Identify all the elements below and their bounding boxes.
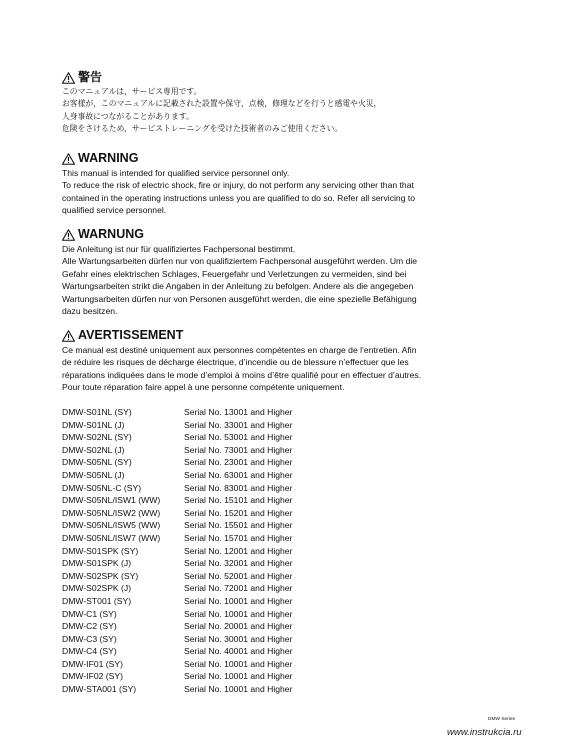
model-name: DMW-S02SPK (SY): [62, 570, 139, 581]
body-line: qualified service personnel.: [62, 205, 167, 216]
warning-triangle-icon: [62, 72, 75, 84]
model-serial: Serial No. 13001 and Higher: [184, 407, 293, 417]
model-row: [62, 507, 362, 520]
model-name: DMW-S01NL (SY): [62, 407, 132, 417]
model-name: DMW-S02SPK (J): [62, 583, 132, 594]
model-serial: Serial No. 53001 and Higher: [184, 432, 293, 443]
section-heading: [62, 227, 522, 242]
section-heading: [62, 328, 522, 343]
warning-section-japanese: [62, 70, 522, 136]
body-line: 人身事故につながることがあります。: [62, 111, 194, 121]
body-line: Die Anleitung ist nur für qualifiziertes Fachpersonal bestimmt.: [62, 244, 296, 254]
body-line: このマニュアルは，サービス専用です。: [62, 87, 202, 96]
model-name: DMW-S02NL (J): [62, 444, 125, 455]
model-row: [62, 683, 362, 696]
section-heading: [62, 70, 522, 85]
warning-triangle-icon: [62, 330, 75, 342]
model-row: [62, 545, 362, 558]
warning-triangle-icon: [62, 229, 75, 241]
model-row: [62, 482, 362, 495]
model-serial: Serial No. 83001 and Higher: [184, 482, 293, 493]
model-row: [62, 658, 362, 671]
model-name: DMW-C3 (SY): [62, 633, 117, 644]
model-serial: Serial No. 15701 and Higher: [184, 532, 293, 543]
model-row: [62, 444, 362, 457]
warning-triangle-icon: [62, 153, 75, 165]
model-name: DMW-S01SPK (SY): [62, 545, 139, 556]
model-serial: Serial No. 15201 and Higher: [184, 507, 293, 518]
model-row: [62, 494, 362, 507]
model-row: [62, 582, 362, 595]
model-serial: Serial No. 10001 and Higher: [184, 684, 293, 695]
model-row: [62, 620, 362, 633]
body-line: Gefahr eines elektrischen Schlages, Feuergefahr und Verletzungen zu vermeiden, sind bei: [62, 268, 407, 279]
model-row: [62, 608, 362, 621]
model-name: DMW-S05NL/ISW2 (WW): [62, 507, 161, 518]
model-name: DMW-S01SPK (J): [62, 558, 132, 569]
model-name: DMW-IF02 (SY): [62, 671, 123, 682]
model-serial: Serial No. 10001 and Higher: [184, 595, 293, 606]
model-serial: Serial No. 23001 and Higher: [184, 457, 293, 468]
model-row: [62, 419, 362, 432]
model-serial: Serial No. 15101 and Higher: [184, 495, 293, 506]
model-row: [62, 645, 362, 658]
section-title: WARNUNG: [78, 227, 144, 241]
body-line: To reduce the risk of electric shock, fire or injury, do not perform any servicing other than that: [62, 180, 414, 191]
model-row: [62, 406, 362, 419]
model-name: DMW-STA001 (SY): [62, 684, 137, 695]
model-row: [62, 532, 362, 545]
watermark-text: www.instrukcia.ru: [447, 727, 522, 738]
warning-section-english: [62, 151, 522, 217]
body-line: dazu besitzen.: [62, 306, 118, 317]
model-name: DMW-C2 (SY): [62, 621, 117, 632]
model-row: [62, 469, 362, 482]
body-line: de réduire les risques de décharge électrique, d’incendie ou de blessure n’effectuer que les: [62, 357, 409, 368]
model-serial: Serial No. 40001 and Higher: [184, 646, 293, 657]
model-row: [62, 431, 362, 444]
model-serial: Serial No. 10001 and Higher: [184, 671, 293, 682]
model-serial-list: [62, 406, 362, 696]
model-name: DMW-ST001 (SY): [62, 595, 132, 606]
model-serial: Serial No. 15501 and Higher: [184, 520, 293, 531]
model-name: DMW-S05NL-C (SY): [62, 482, 142, 493]
body-line: Pour toute réparation faire appel à une personne compétente uniquement.: [62, 382, 345, 393]
model-name: DMW-S05NL (SY): [62, 457, 132, 468]
model-serial: Serial No. 73001 and Higher: [184, 444, 293, 455]
model-row: [62, 519, 362, 532]
body-line: 危険をさけるため，サービストレーニングを受けた技術者のみご使用ください。: [62, 124, 343, 134]
model-serial: Serial No. 10001 and Higher: [184, 608, 293, 619]
model-name: DMW-S02NL (SY): [62, 432, 132, 443]
model-row: [62, 633, 362, 646]
model-name: DMW-S05NL/ISW7 (WW): [62, 532, 161, 543]
model-serial: Serial No. 72001 and Higher: [184, 583, 293, 594]
model-serial: Serial No. 33001 and Higher: [184, 419, 293, 430]
model-row: [62, 456, 362, 469]
warning-section-german: [62, 227, 522, 317]
model-serial: Serial No. 10001 and Higher: [184, 658, 293, 669]
model-name: DMW-S05NL/ISW1 (WW): [62, 495, 161, 506]
model-name: DMW-S01NL (J): [62, 419, 125, 430]
model-name: DMW-C4 (SY): [62, 646, 117, 657]
model-name: DMW-S05NL/ISW5 (WW): [62, 520, 161, 531]
model-serial: Serial No. 30001 and Higher: [184, 633, 293, 644]
section-heading: [62, 151, 522, 166]
body-line: お客様が，このマニュアルに記載された設置や保守，点検，修理などを行うと感電や火災，: [62, 99, 382, 109]
body-line: Ce manual est destiné uniquement aux personnes compétentes en charge de l’entretien. Afin: [62, 345, 417, 355]
model-serial: Serial No. 52001 and Higher: [184, 570, 293, 581]
model-name: DMW-S05NL (J): [62, 469, 125, 480]
series-label: DMW Series: [488, 717, 515, 722]
model-row: [62, 570, 362, 583]
body-line: réparations indiquées dans le mode d’emploi à moins d’être qualifié pour en effectuer d’autres.: [62, 369, 422, 380]
section-title: WARNING: [78, 151, 139, 165]
body-line: Alle Wartungsarbeiten dürfen nur von qualifiziertem Fachpersonal ausgeführt werden. Um die: [62, 256, 418, 267]
body-line: This manual is intended for qualified service personnel only.: [62, 168, 290, 178]
model-name: DMW-C1 (SY): [62, 608, 117, 619]
section-title: 警告: [78, 70, 103, 84]
body-line: contained in the operating instructions unless you are qualified to do so. Refer all servicing to: [62, 192, 416, 203]
model-name: DMW-IF01 (SY): [62, 658, 123, 669]
model-serial: Serial No. 63001 and Higher: [184, 469, 293, 480]
model-serial: Serial No. 32001 and Higher: [184, 558, 293, 569]
section-title: AVERTISSEMENT: [78, 328, 184, 342]
model-serial: Serial No. 12001 and Higher: [184, 545, 293, 556]
model-serial: Serial No. 20001 and Higher: [184, 621, 293, 632]
model-row: [62, 670, 362, 683]
model-row: [62, 557, 362, 570]
body-line: Wartungsarbeiten dürfen nur von Personen ausgeführt werden, die eine spezielle Befähigung: [62, 293, 417, 304]
warning-section-french: [62, 328, 522, 394]
body-line: Wartungsarbeiten strikt die Angaben in der Anleitung zu befolgen. Andere als die angegeben: [62, 281, 414, 292]
model-row: [62, 595, 362, 608]
